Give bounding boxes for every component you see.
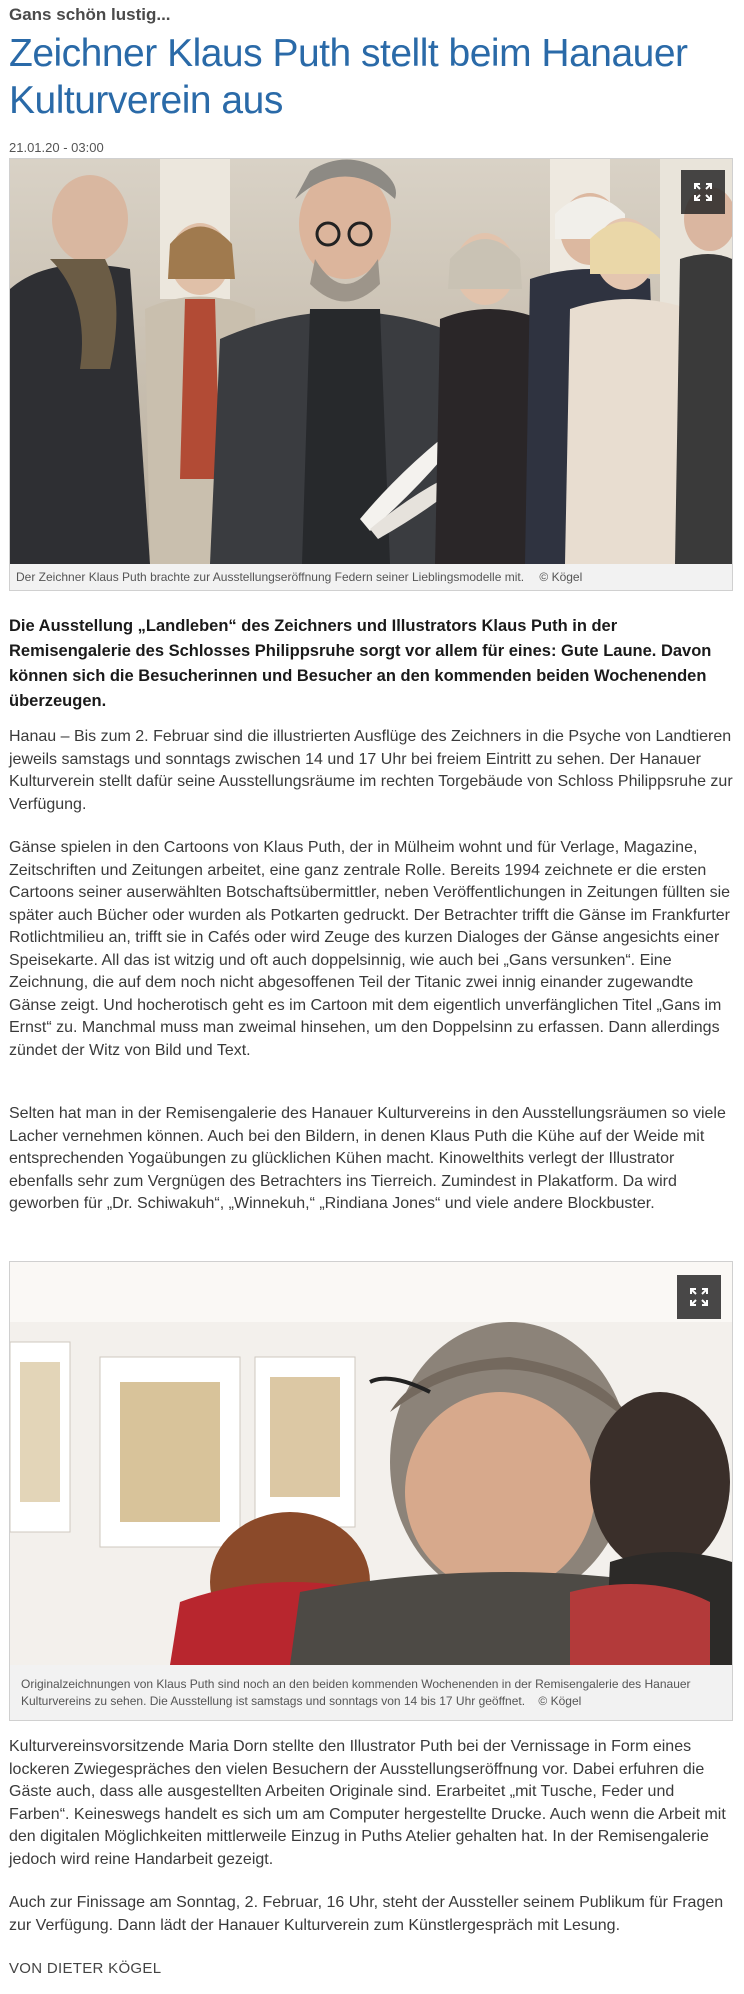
publish-date: 21.01.20 - 03:00 [9, 140, 104, 155]
expand-image-button[interactable] [677, 1275, 721, 1319]
body-paragraph: Auch zur Finissage am Sonntag, 2. Februar, 16 Uhr, steht der Aussteller seinem Publikum für Fragen zur Verfügung. Dann lädt der Hanauer Kulturverein zum Künstlergespräch mit Lesung. [9, 1894, 724, 1934]
body-paragraph: Hanau – Bis zum 2. Februar sind die illustrierten Ausflüge des Zeichners in die Psyche von Landtieren jeweils samstags und sonntags zwischen 14 und 17 Uhr bei freiem Eintritt zu sehen. Der Hanauer Kulturverein stellt dafür seine Ausstellungsräume im rechten Torgebäude von Schloss Philippsruhe zur Verfügung. [9, 728, 733, 813]
photo-credit: © Kögel [539, 570, 583, 584]
body-paragraph: Selten hat man in der Remisengalerie des Hanauer Kulturvereins in den Ausstellungsräumen so viele Lacher vernehmen können. Auch bei den Bildern, in denen Klaus Puth die Kühe auf der Weide mit entsprechenden Yogaübungen zu glücklichen Kühen macht. Kinowelthits verlegt der Illustrator ebenfalls sehr zum Vergnügen des Betrachters ins Tierreich. Zumindest in Plakatform. Da wird geworben für „Dr. Schiwakuh“, „Winnekuh,“ „Rindiana Jones“ und viele andere Blockbuster. [9, 1105, 726, 1212]
article-lead: Die Ausstellung „Landleben“ des Zeichners und Illustrators Klaus Puth in der Remisengalerie des Schlosses Philippsruhe sorgt vor allem für eines: Gute Laune. Davon können sich die Besucherinnen und Besucher an den kommenden beiden Wochenenden überzeugen. [9, 617, 712, 710]
expand-image-button[interactable] [681, 170, 725, 214]
figure-caption [16, 569, 726, 586]
article-kicker: Gans schön lustig... [9, 5, 171, 24]
figure-main [9, 158, 733, 591]
photo-artist-with-feathers[interactable] [10, 159, 732, 564]
article-headline: Zeichner Klaus Puth stellt beim Hanauer Kulturverein aus [9, 32, 688, 122]
body-paragraph: Gänse spielen in den Cartoons von Klaus Puth, der in Mülheim wohnt und für Verlage, Magazine, Zeitschriften und Zeitungen arbeitet, eine ganz zentrale Rolle. Bereits 1994 zeichnete er die ersten Cartoons seiner auserwählten Botschaftsübermittler, neben Veröffentlichungen in Zeitungen füllten sie später auch Bücher oder wurden als Potkarten gedruckt. Der Betrachter trifft die Gänse im Frankfurter Rotlichtmilieu an, trifft sie in Cafés oder wird Zeuge des kurzen Dialoges der Gänse angesichts einer Speisekarte. All das ist witzig und oft auch doppelsinnig, wie auch bei „Gans versunken“. Eine Zeichnung, die auf dem noch nicht abgesoffenen Teil der Titanic zwei innig einander zugewandte Gänse zeigt. Und hocherotisch geht es im Cartoon mit dem eigentlich unverfänglichen Titel „Gans im Ernst“ zu. Manchmal muss man zweimal hinsehen, um den Doppelsinn zu erfassen. Dann allerdings zündet der Witz von Bild und Text. [9, 839, 731, 1059]
figure-gallery [9, 1261, 733, 1721]
figure-caption [21, 1676, 726, 1710]
caption-text: Originalzeichnungen von Klaus Puth sind noch an den beiden kommenden Wochenenden in der Remisengalerie des Hanauer Kulturvereins zu sehen. Die Ausstellung ist samstags und sonntags von 14 bis 17 Uhr geöffnet. [21, 1677, 691, 1708]
body-paragraph: Kulturvereinsvorsitzende Maria Dorn stellte den Illustrator Puth bei der Vernissage in Form eines lockeren Zwiegespräches den vielen Besuchern der Ausstellungseröffnung vor. Dabei erfuhren die Gäste auch, dass alle ausgestellten Arbeiten Originale sind. Erarbeitet „mit Tusche, Feder und Farben“. Keineswegs handelt es sich um am Computer hergestellte Drucke. Auch wenn die Arbeit mit den digitalen Möglichkeiten mittlerweile Einzug in Puths Atelier gehalten hat. In der Remisengalerie jedoch wird reine Handarbeit gezeigt. [9, 1738, 726, 1868]
photo-visitors-viewing-drawings[interactable] [10, 1262, 732, 1665]
photo-credit: © Kögel [538, 1694, 582, 1708]
expand-icon [692, 181, 714, 203]
author-byline: VON DIETER KÖGEL [9, 1960, 162, 1977]
caption-text: Der Zeichner Klaus Puth brachte zur Ausstellungseröffnung Federn seiner Lieblingsmodelle mit. [16, 570, 525, 584]
expand-icon [688, 1286, 710, 1308]
